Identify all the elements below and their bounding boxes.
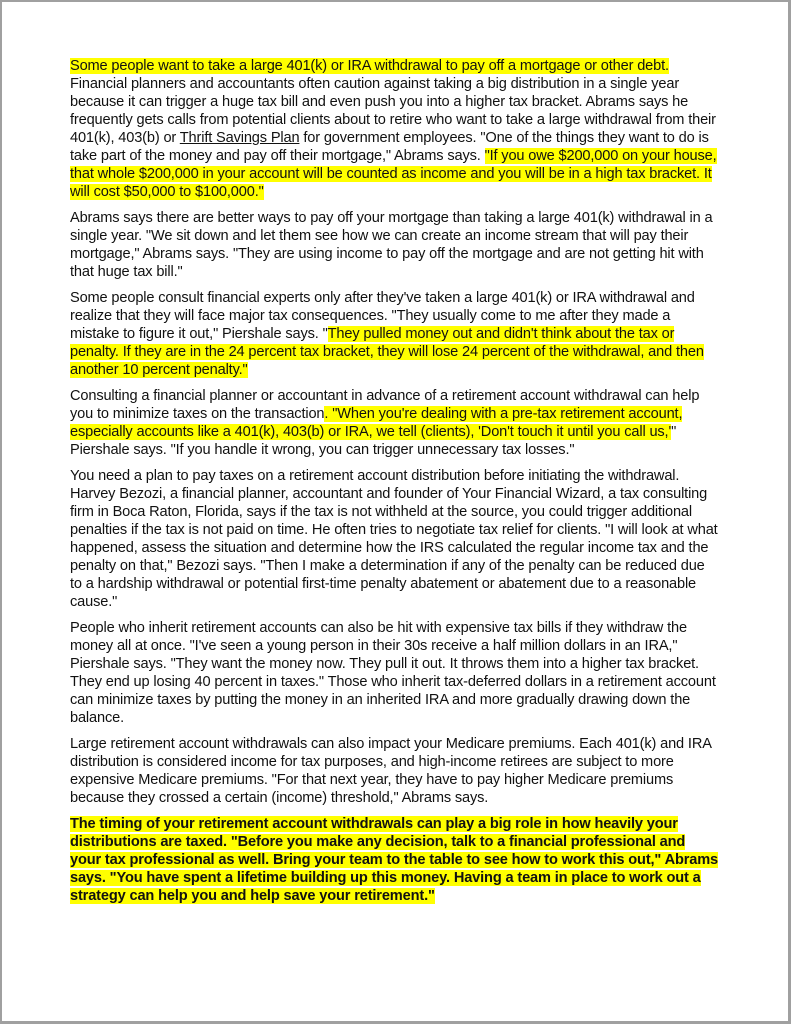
paragraph-plan-taxes	[70, 467, 720, 611]
highlighted-quote: They pulled money out and didn't think about the tax or penalty. If they are in the 24 percent tax bracket, they will lose 24 percent of the withdrawal, and then another 10 percent penalty."	[70, 326, 704, 378]
paragraph-better-ways	[70, 209, 720, 281]
body-text: You need a plan to pay taxes on a retirement account distribution before initiating the withdrawal. Harvey Bezozi, a financial planner, accountant and founder of Your Financial Wizard, a tax consulting firm in Boca Raton, Florida, says if the tax is not withheld at the source, you could trigger additional penalties if the tax is not paid on time. He often tries to negotiate tax relief for clients. "I will look at what happened, assess the situation and determine how the IRS calculated the regular income tax and the penalty on that," Bezozi says. "Then I make a determination if any of the penalty can be reduced due to a hardship withdrawal or potential first-time penalty abatement or abatement due to a reasonable cause."	[70, 468, 718, 610]
paragraph-inherit	[70, 619, 720, 727]
highlighted-quote: "If you owe $200,000 on your house, that whole $200,000 in your account will be counted as income and you will be in a high tax bracket. It will cost $50,000 to $100,000."	[70, 148, 717, 200]
highlighted-quote: . "When you're dealing with a pre-tax retirement account, especially accounts like a 401(k), 403(b) or IRA, we tell (clients), 'Don't touch it until you call us,'	[70, 406, 683, 440]
paragraph-mortgage-debt	[70, 57, 720, 201]
paragraph-after-withdrawal	[70, 289, 720, 379]
body-text: for government employees. "One of the things they want to do is take part of the money and pay off their mortgage," Abrams says.	[70, 130, 709, 164]
body-text: Financial planners and accountants often caution against taking a big distribution in a single year because it can trigger a huge tax bill and even push you into a higher tax bracket. Abrams says he frequently gets calls from potential clients about to retire who want to take a large withdrawal from their 401(k), 403(b) or	[70, 76, 716, 146]
body-text: People who inherit retirement accounts can also be hit with expensive tax bills if they withdraw the money all at once. "I've seen a young person in their 30s receive a half million dollars in an IRA," Piershale says. "They want the money now. They pull it out. It throws them into a higher tax bracket. They end up losing 40 percent in taxes." Those who inherit tax-deferred dollars in a retirement account can minimize taxes by putting the money in an inherited IRA and more gradually drawing down the balance.	[70, 620, 716, 726]
body-text: Some people consult financial experts only after they've taken a large 401(k) or IRA withdrawal and realize that they will face major tax consequences. "They usually come to me after they made a mistake to figure it out," Piershale says. "	[70, 290, 695, 342]
document-body	[70, 57, 720, 913]
body-text: Consulting a financial planner or accountant in advance of a retirement account withdrawal can help you to minimize taxes on the transaction	[70, 388, 700, 422]
highlighted-bold-conclusion: The timing of your retirement account withdrawals can play a big role in how heavily your distributions are taxed. "Before you make any decision, talk to a financial professional and your tax professional as well. Bring your team to the table to see how to work this out," Abrams says. "You have spent a lifetime building up this money. Having a team in place to work out a strategy can help you and help save your retirement."	[70, 816, 719, 904]
highlighted-text: Some people want to take a large 401(k) or IRA withdrawal to pay off a mortgage or other debt.	[70, 58, 669, 74]
paragraph-medicare	[70, 735, 720, 807]
thrift-savings-plan-link[interactable]: Thrift Savings Plan	[179, 130, 300, 146]
body-text: Large retirement account withdrawals can also impact your Medicare premiums. Each 401(k) and IRA distribution is considered income for tax purposes, and high-income retirees are subject to more expensive Medicare premiums. "For that next year, they have to pay higher Medicare premiums because they crossed a certain (income) threshold," Abrams says.	[70, 736, 711, 806]
body-text: Abrams says there are better ways to pay off your mortgage than taking a large 401(k) withdrawal in a single year. "We sit down and let them see how we can create an income stream that will pay their mortgage," Abrams says. "They are using income to pay off the mortgage and are not getting hit with that huge tax bill."	[70, 210, 713, 280]
paragraph-timing-conclusion	[70, 815, 720, 905]
body-text: " Piershale says. "If you handle it wrong, you can trigger unnecessary tax losses."	[70, 424, 677, 458]
paragraph-consulting-advance	[70, 387, 720, 459]
